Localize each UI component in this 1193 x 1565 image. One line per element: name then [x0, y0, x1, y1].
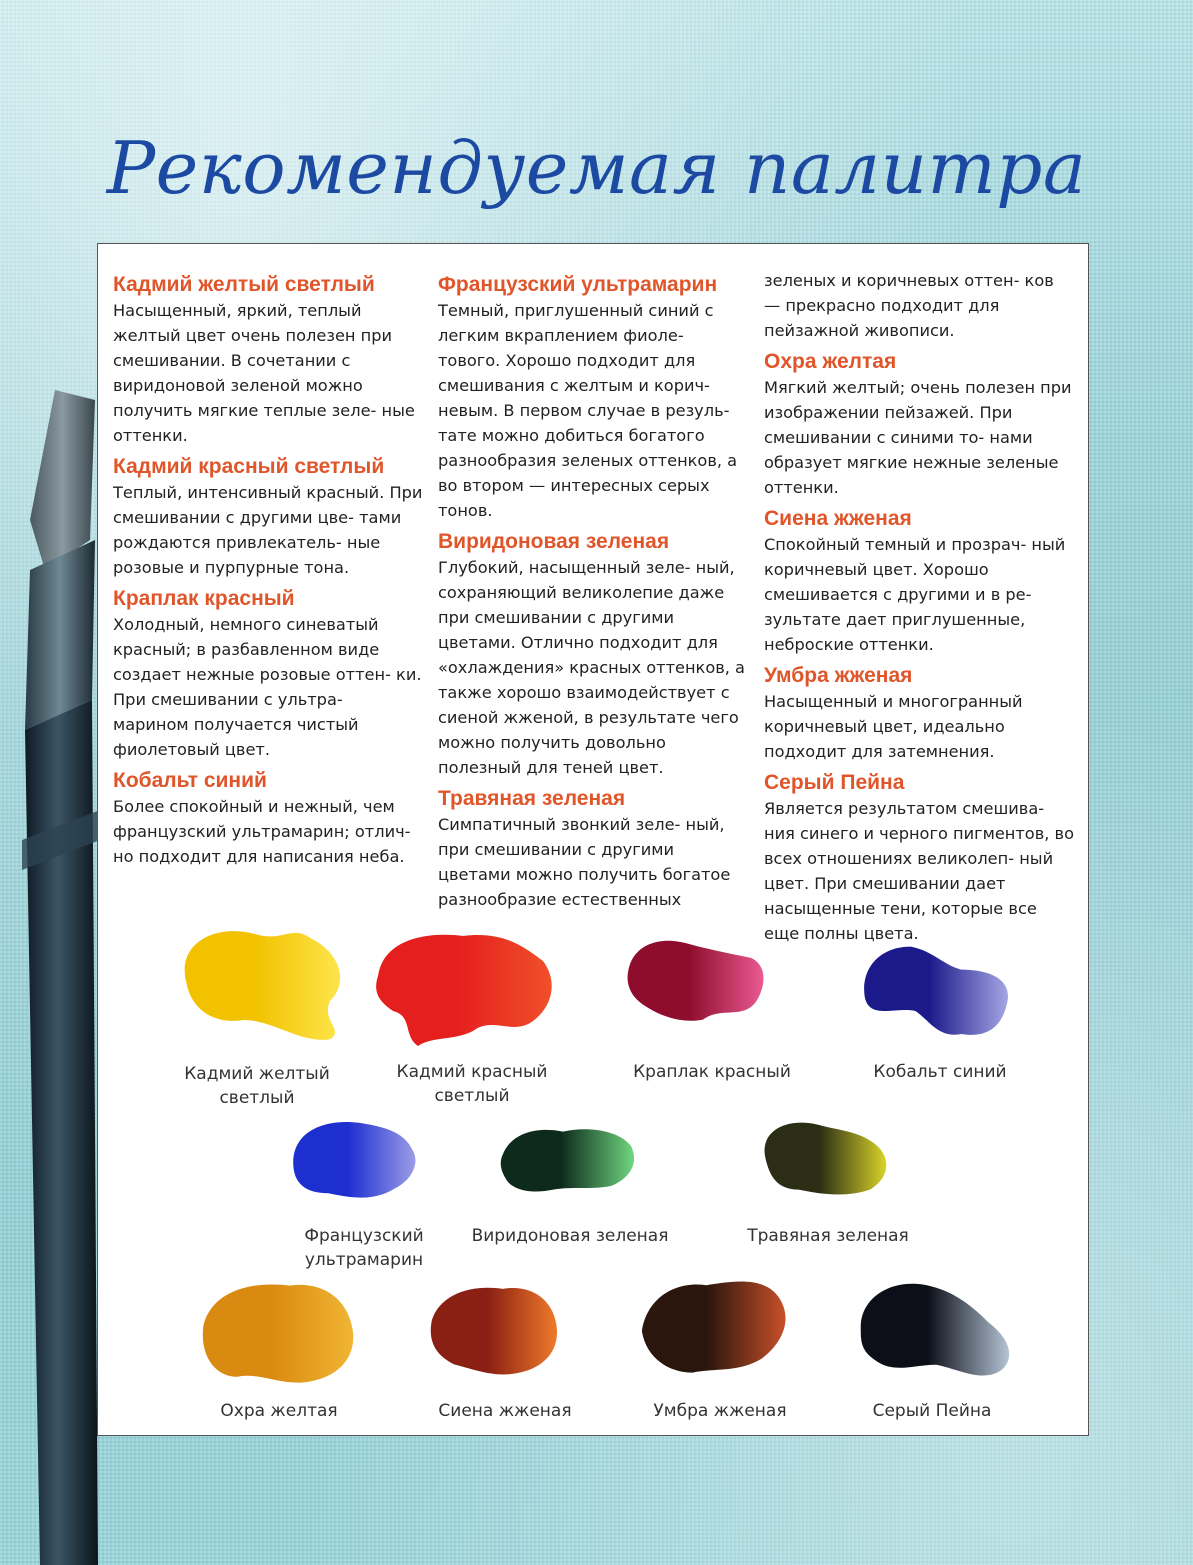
label-alizarin: Краплак красный [633, 1062, 791, 1082]
swatch-blob [423, 1278, 583, 1393]
page-title: Рекомендуемая палитра [106, 126, 1087, 210]
text-sap-green: Симпатичный звонкий зеле- ный, при смешивании с другими цветами можно получить богатое разнообразие естественных [438, 815, 731, 909]
label-cadmium-yellow [157, 1062, 357, 1110]
swatch-paint [864, 947, 1008, 1035]
heading-viridian: Виридоновая зеленая [438, 530, 670, 553]
text-paynes-grey: Является результатом смешива- ния синего и черного пигментов, во всех отношениях великолеп- ный цвет. При смешивании дает насыщенные тени, которые все еще полны цвета. [764, 799, 1074, 943]
swatch-paint [376, 935, 552, 1046]
label-yellow-ochre: Охра желтая [220, 1401, 338, 1421]
heading-paynes-grey: Серый Пейна [764, 771, 905, 794]
label-line: Кадмий красный [396, 1062, 548, 1082]
swatch-paint [293, 1122, 415, 1198]
label-line: Французский [304, 1226, 424, 1246]
text-yellow-ochre: Мягкий желтый; очень полезен при изображении пейзажей. При смешивании с синими то- нами образует мягкие нежные зеленые оттенки. [764, 378, 1072, 497]
label-line: Кадмий желтый [184, 1064, 330, 1084]
swatch-blob [618, 936, 788, 1046]
text-column-1 [113, 266, 423, 869]
swatch-paint [203, 1284, 353, 1382]
text-cadmium-red: Теплый, интенсивный красный. При смешивании с другими цве- тами рождаются привлекатель- ные розовые и пурпурные тона. [113, 483, 423, 577]
heading-alizarin: Краплак красный [113, 587, 295, 610]
swatch-viridian [481, 1122, 661, 1222]
text-burnt-umber: Насыщенный и многогранный коричневый цвет, идеально подходит для затемнения. [764, 692, 1023, 761]
swatch-paynes-grey [856, 1274, 1026, 1394]
swatch-sap-green [743, 1114, 913, 1219]
swatch-ultramarine [288, 1114, 448, 1224]
label-line: светлый [434, 1086, 510, 1106]
label-burnt-sienna: Сиена жженая [438, 1401, 572, 1421]
text-sap-green-continued: зеленых и коричневых оттен- ков — прекрасно подходит для пейзажной живописи. [764, 271, 1054, 340]
heading-cadmium-yellow: Кадмий желтый светлый [113, 273, 375, 296]
swatch-blob [481, 1122, 661, 1222]
swatch-blob [856, 1274, 1026, 1394]
swatch-burnt-umber [628, 1276, 803, 1391]
swatch-cadmium-yellow [173, 924, 353, 1044]
text-viridian: Глубокий, насыщенный зеле- ный, сохраняющий великолепие даже при смешивании с другими цветами. Отлично подходит для «охлаждения» красных оттенков, а также хорошо взаимодействует с сиеной жженой, в результате чего можно получить довольно полезный для теней цвет. [438, 558, 745, 777]
label-line: ультрамарин [304, 1250, 424, 1270]
swatch-burnt-sienna [423, 1278, 583, 1393]
swatch-blob [628, 1276, 803, 1391]
text-burnt-sienna: Спокойный темный и прозрач- ный коричневый цвет. Хорошо смешивается с другими и в ре- зультате дает приглушенные, неброские оттенки. [764, 535, 1066, 654]
swatch-paint [861, 1284, 1009, 1376]
swatch-blob [173, 924, 353, 1044]
heading-sap-green: Травяная зеленая [438, 787, 626, 810]
swatch-paint [431, 1288, 557, 1375]
swatch-alizarin [618, 936, 788, 1046]
swatch-yellow-ochre [193, 1276, 368, 1396]
heading-ultramarine: Французский ультрамарин [438, 273, 718, 296]
swatch-blob [858, 942, 1028, 1057]
swatch-paint [628, 941, 764, 1021]
swatch-paint [642, 1281, 786, 1372]
palette-panel [97, 243, 1089, 1436]
swatch-cadmium-red [368, 926, 558, 1051]
label-sap-green: Травяная зеленая [747, 1226, 909, 1246]
text-cadmium-yellow: Насыщенный, яркий, теплый желтый цвет очень полезен при смешивании. В сочетании с виридоновой зеленой можно получить мягкие теплые зеле- ные оттенки. [113, 301, 415, 445]
label-paynes-grey: Серый Пейна [872, 1401, 992, 1421]
text-alizarin: Холодный, немного синеватый красный; в разбавленном виде создает нежные розовые оттен- ки. При смешивании с ультра- марином получается чистый фиолетовый цвет. [113, 615, 422, 759]
text-column-3 [764, 268, 1074, 946]
heading-yellow-ochre: Охра желтая [764, 350, 897, 373]
label-line: светлый [219, 1088, 295, 1108]
label-cadmium-red [372, 1060, 572, 1108]
swatch-blob [193, 1276, 368, 1396]
heading-cadmium-red: Кадмий красный светлый [113, 455, 385, 478]
heading-burnt-sienna: Сиена жженая [764, 507, 912, 530]
text-ultramarine: Темный, приглушенный синий с легким вкраплением фиоле- тового. Хорошо подходит для смешивания с желтым и корич- невым. В первом случае в резуль- тате можно добиться богатого разнообразия зеленых оттенков, а во втором — интересных серых тонов. [438, 301, 738, 520]
swatch-blob [368, 926, 558, 1051]
text-column-2 [438, 266, 748, 912]
text-cobalt: Более спокойный и нежный, чем французский ультрамарин; отлич- но подходит для написания неба. [113, 797, 411, 866]
label-cobalt: Кобальт синий [873, 1062, 1007, 1082]
label-viridian: Виридоновая зеленая [471, 1226, 669, 1246]
swatch-blob [743, 1114, 913, 1219]
swatch-paint [501, 1129, 634, 1191]
heading-burnt-umber: Умбра жженая [764, 664, 913, 687]
label-burnt-umber: Умбра жженая [653, 1401, 787, 1421]
swatch-paint [765, 1123, 887, 1195]
swatch-cobalt [858, 942, 1028, 1057]
swatch-blob [288, 1114, 448, 1224]
heading-cobalt: Кобальт синий [113, 769, 267, 792]
swatch-paint [185, 931, 340, 1040]
label-ultramarine [264, 1224, 464, 1272]
